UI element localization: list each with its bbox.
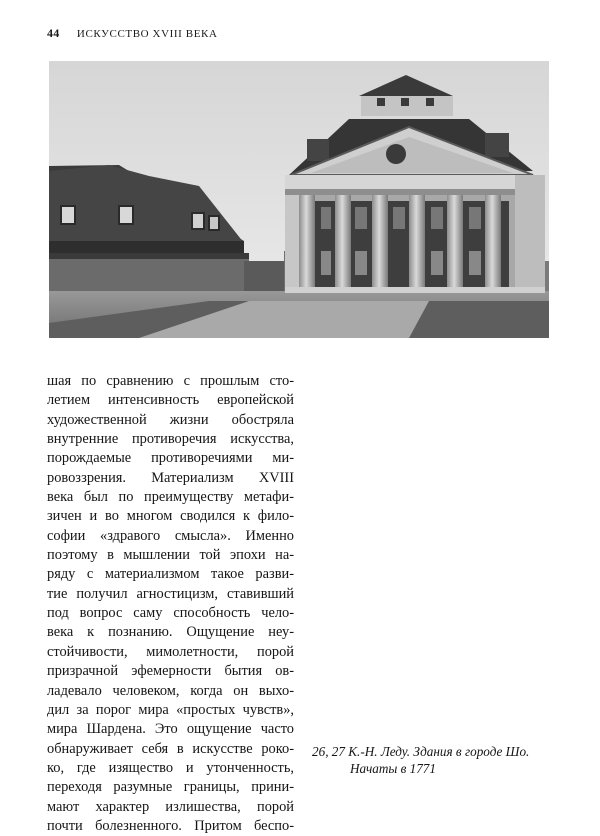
text-line: мира Шардена. Это ощущение часто (47, 721, 294, 738)
text-line: зичен и во многом сводился к фило- (47, 508, 294, 525)
text-line: летием интенсивность европейской (47, 392, 294, 409)
text-line: мают характер излишества, порой (47, 798, 294, 815)
column (299, 195, 315, 291)
text-line: ладевало человеком, когда он выхо- (47, 682, 294, 699)
photo-illustration (49, 61, 549, 338)
text-line: художественной жизни обостряла (47, 411, 294, 428)
text-line: почти болезненного. Притом беспо- (47, 817, 294, 834)
text-line: обнаруживает себя в искусстве роко- (47, 740, 294, 757)
text-line: ровоззрения. Материализм XVIII (47, 469, 294, 486)
running-title: ИСКУССТВО XVIII ВЕКА (76, 28, 218, 40)
text-line: стойчивости, мимолетности, порой (47, 643, 294, 660)
page-number: 44 (47, 26, 60, 40)
column (447, 195, 463, 291)
text-line: переходя разумные границы, прини- (47, 779, 294, 796)
text-line: под вопрос саму способность чело- (47, 605, 294, 622)
figure-caption (312, 743, 562, 777)
text-line: дил за порог мира «простых чувств», (47, 701, 294, 718)
text-line: тие получил агностицизм, ставивший (47, 585, 294, 602)
column (409, 195, 425, 291)
text-line: ряду с материализмом такое разви- (47, 566, 294, 583)
text-line: шая по сравнению с прошлым сто- (47, 373, 294, 389)
text-line: призрачной эфемерности бытия ов- (47, 663, 294, 680)
text-line: ко, где изящество и утонченность, (47, 759, 294, 776)
column (335, 195, 351, 291)
text-line: порождаемые противоречиями ми- (47, 450, 294, 467)
text-line: поэтому в мышлении той эпохи на- (47, 547, 294, 564)
text-line: века к познанию. Ощущение неу- (47, 624, 294, 641)
caption-line-2: Начаты в 1771 (350, 761, 436, 776)
column (485, 195, 501, 291)
caption-line-1: 26, 27 К.-Н. Леду. Здания в городе Шо. (312, 744, 530, 759)
architecture-photo (49, 61, 549, 338)
text-line: века был по преимуществу метафи- (47, 489, 294, 506)
body-text (47, 372, 294, 836)
column (372, 195, 388, 291)
text-line: софии «здравого смысла». Именно (47, 527, 294, 544)
text-line: внутренние противоречия искусства, (47, 431, 294, 448)
running-header (47, 26, 218, 41)
